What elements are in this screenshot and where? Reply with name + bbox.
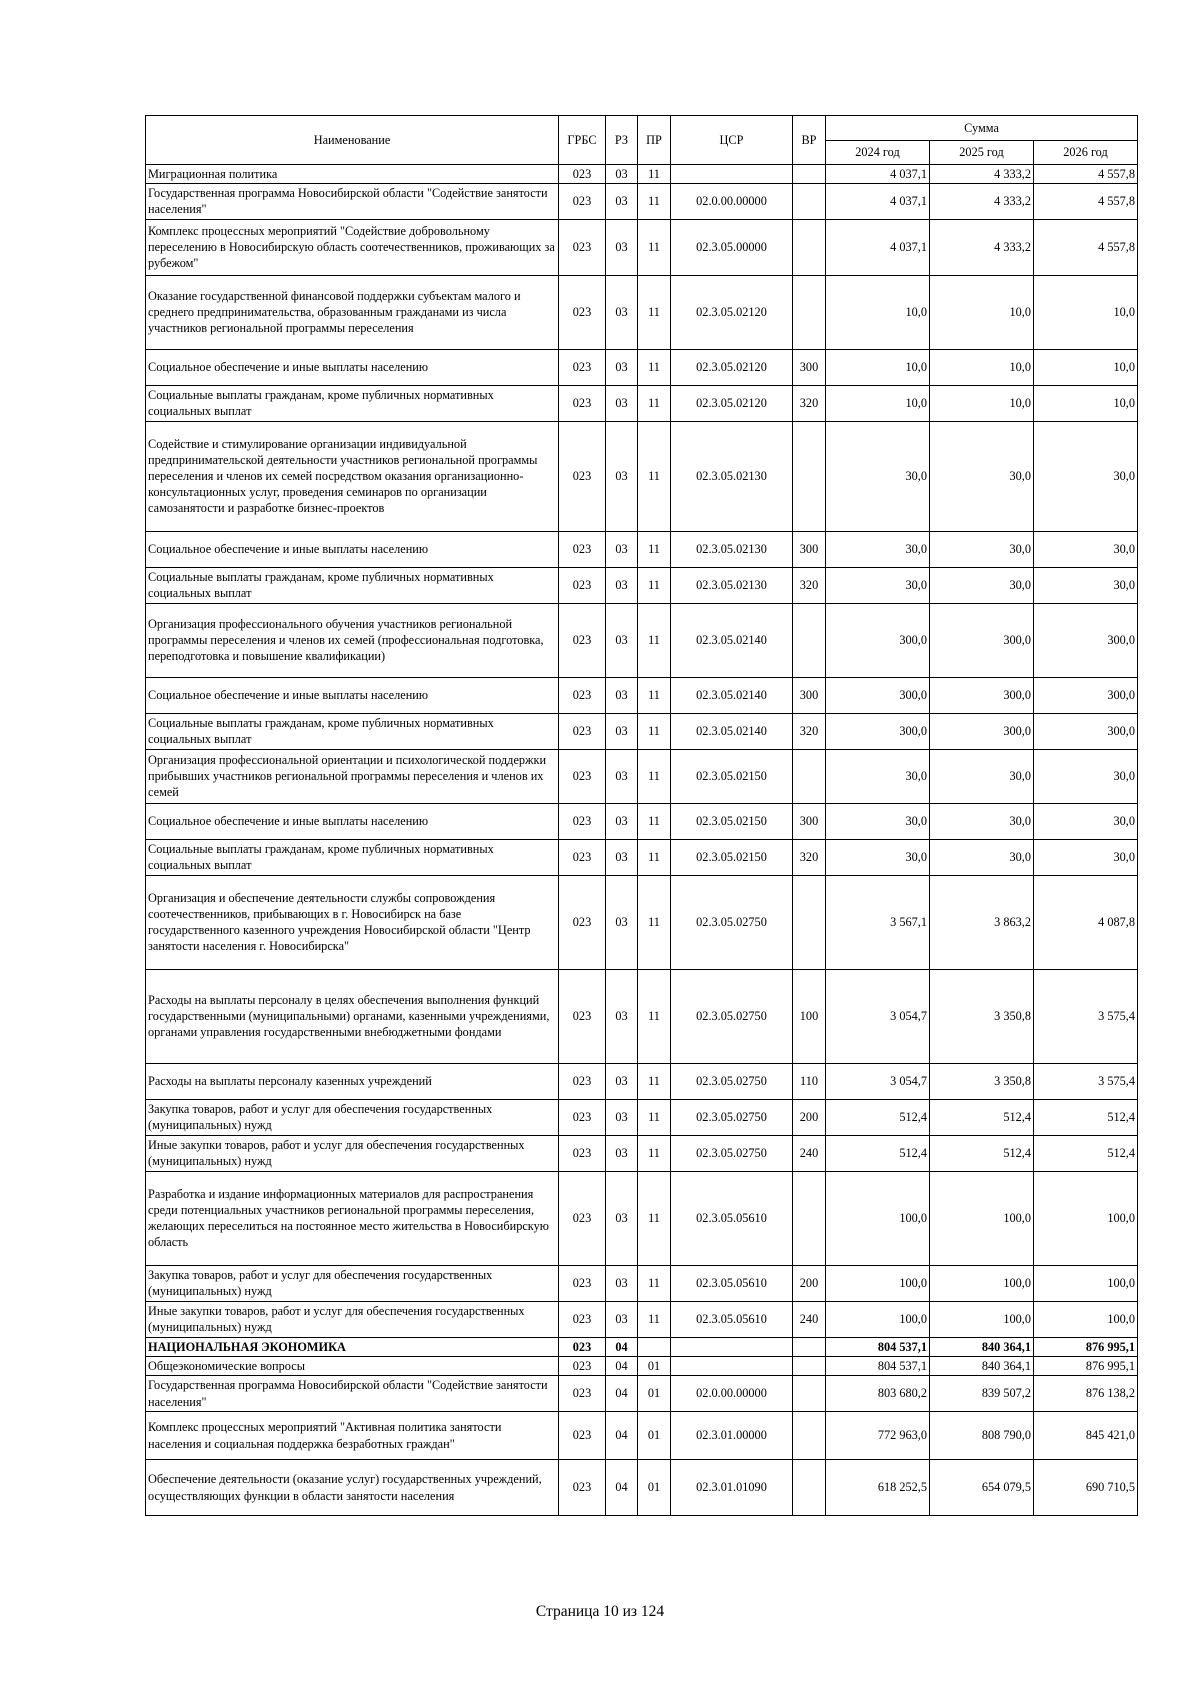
cell-name: Организация профессионального обучения участников региональной программы переселения и членов их семей (профессиональная подготовка, переподготовка и повышение квалификации)	[146, 603, 559, 677]
table-row	[146, 1412, 1138, 1460]
table-row	[146, 349, 1138, 385]
cell-name: Иные закупки товаров, работ и услуг для обеспечения государственных (муниципальных) нужд	[146, 1135, 559, 1171]
cell-grbs: 023	[559, 349, 606, 385]
cell-name: Иные закупки товаров, работ и услуг для обеспечения государственных (муниципальных) нужд	[146, 1301, 559, 1337]
cell-vr: 100	[793, 969, 826, 1063]
cell-vr	[793, 275, 826, 349]
cell-2024: 300,0	[826, 713, 930, 749]
cell-pr: 11	[638, 1265, 671, 1301]
cell-rz: 03	[606, 603, 638, 677]
table-row	[146, 531, 1138, 567]
cell-vr	[793, 875, 826, 969]
cell-csr: 02.3.05.02140	[671, 677, 793, 713]
cell-vr: 110	[793, 1063, 826, 1099]
cell-2026: 512,4	[1034, 1135, 1138, 1171]
cell-grbs: 023	[559, 839, 606, 875]
cell-2025: 4 333,2	[930, 184, 1034, 219]
cell-2026: 100,0	[1034, 1265, 1138, 1301]
cell-csr: 02.3.05.02120	[671, 275, 793, 349]
cell-2025: 100,0	[930, 1301, 1034, 1337]
cell-rz: 04	[606, 1337, 638, 1356]
cell-rz: 03	[606, 531, 638, 567]
cell-2026: 690 710,5	[1034, 1460, 1138, 1516]
cell-name: Социальные выплаты гражданам, кроме публичных нормативных социальных выплат	[146, 839, 559, 875]
cell-grbs: 023	[559, 969, 606, 1063]
cell-name: Социальные выплаты гражданам, кроме публичных нормативных социальных выплат	[146, 713, 559, 749]
cell-2024: 3 054,7	[826, 969, 930, 1063]
cell-vr: 300	[793, 349, 826, 385]
cell-vr	[793, 749, 826, 803]
cell-2025: 300,0	[930, 677, 1034, 713]
cell-2026: 100,0	[1034, 1171, 1138, 1265]
cell-2026: 876 138,2	[1034, 1376, 1138, 1412]
cell-2024: 804 537,1	[826, 1356, 930, 1375]
cell-grbs: 023	[559, 219, 606, 275]
cell-2026: 3 575,4	[1034, 969, 1138, 1063]
cell-2026: 30,0	[1034, 749, 1138, 803]
cell-rz: 03	[606, 165, 638, 184]
cell-2026: 300,0	[1034, 713, 1138, 749]
cell-2026: 845 421,0	[1034, 1412, 1138, 1460]
cell-rz: 03	[606, 1099, 638, 1135]
cell-2024: 10,0	[826, 385, 930, 421]
cell-name: НАЦИОНАЛЬНАЯ ЭКОНОМИКА	[146, 1337, 559, 1356]
cell-vr	[793, 1337, 826, 1356]
cell-2025: 840 364,1	[930, 1337, 1034, 1356]
cell-grbs: 023	[559, 1376, 606, 1412]
table-row	[146, 184, 1138, 219]
cell-2025: 3 350,8	[930, 969, 1034, 1063]
header-grbs: ГРБС	[559, 116, 606, 165]
cell-2025: 512,4	[930, 1135, 1034, 1171]
cell-vr: 240	[793, 1301, 826, 1337]
cell-2025: 30,0	[930, 567, 1034, 603]
cell-2025: 10,0	[930, 349, 1034, 385]
table-row	[146, 1301, 1138, 1337]
cell-2025: 30,0	[930, 749, 1034, 803]
cell-2024: 804 537,1	[826, 1337, 930, 1356]
cell-grbs: 023	[559, 184, 606, 219]
table-row	[146, 969, 1138, 1063]
cell-pr: 01	[638, 1460, 671, 1516]
table-row	[146, 749, 1138, 803]
cell-csr: 02.3.05.02750	[671, 1063, 793, 1099]
cell-2025: 4 333,2	[930, 219, 1034, 275]
table-row	[146, 165, 1138, 184]
cell-2026: 10,0	[1034, 275, 1138, 349]
cell-rz: 03	[606, 1135, 638, 1171]
cell-csr: 02.3.01.00000	[671, 1412, 793, 1460]
cell-grbs: 023	[559, 713, 606, 749]
cell-vr: 320	[793, 713, 826, 749]
table-row	[146, 875, 1138, 969]
cell-2025: 30,0	[930, 531, 1034, 567]
cell-pr: 11	[638, 385, 671, 421]
table-row	[146, 219, 1138, 275]
cell-2024: 618 252,5	[826, 1460, 930, 1516]
cell-pr: 11	[638, 713, 671, 749]
table-row	[146, 803, 1138, 839]
cell-2024: 100,0	[826, 1171, 930, 1265]
cell-2024: 30,0	[826, 531, 930, 567]
cell-pr: 11	[638, 875, 671, 969]
cell-pr: 01	[638, 1356, 671, 1375]
table-row	[146, 603, 1138, 677]
cell-vr: 300	[793, 803, 826, 839]
cell-2025: 30,0	[930, 421, 1034, 531]
cell-rz: 03	[606, 567, 638, 603]
cell-2025: 100,0	[930, 1265, 1034, 1301]
cell-rz: 04	[606, 1356, 638, 1375]
cell-pr: 11	[638, 531, 671, 567]
cell-name: Комплекс процессных мероприятий "Активная политика занятости населения и социальная поддержка безработных граждан"	[146, 1412, 559, 1460]
cell-rz: 03	[606, 219, 638, 275]
cell-2024: 300,0	[826, 603, 930, 677]
cell-grbs: 023	[559, 803, 606, 839]
cell-csr: 02.3.05.02750	[671, 1099, 793, 1135]
cell-pr: 11	[638, 749, 671, 803]
cell-grbs: 023	[559, 1460, 606, 1516]
cell-pr: 01	[638, 1412, 671, 1460]
cell-csr	[671, 1356, 793, 1375]
cell-2026: 30,0	[1034, 803, 1138, 839]
cell-pr: 11	[638, 603, 671, 677]
cell-pr: 11	[638, 1135, 671, 1171]
cell-2024: 100,0	[826, 1301, 930, 1337]
cell-2026: 10,0	[1034, 385, 1138, 421]
cell-2024: 4 037,1	[826, 219, 930, 275]
cell-rz: 04	[606, 1376, 638, 1412]
cell-name: Расходы на выплаты персоналу казенных учреждений	[146, 1063, 559, 1099]
cell-2025: 840 364,1	[930, 1356, 1034, 1375]
cell-vr	[793, 184, 826, 219]
cell-grbs: 023	[559, 1412, 606, 1460]
cell-pr: 11	[638, 421, 671, 531]
header-2025: 2025 год	[930, 141, 1034, 165]
cell-2026: 30,0	[1034, 421, 1138, 531]
cell-vr	[793, 1412, 826, 1460]
cell-2024: 512,4	[826, 1135, 930, 1171]
header-pr: ПР	[638, 116, 671, 165]
cell-name: Разработка и издание информационных материалов для распространения среди потенциальных участников региональной программы переселения, желающих переселиться на постоянное место жительства в Новосибирскую область	[146, 1171, 559, 1265]
table-header	[146, 116, 1138, 165]
cell-2025: 654 079,5	[930, 1460, 1034, 1516]
table-row	[146, 1337, 1138, 1356]
cell-2024: 30,0	[826, 839, 930, 875]
cell-rz: 03	[606, 184, 638, 219]
cell-pr: 11	[638, 677, 671, 713]
cell-csr: 02.3.05.02750	[671, 969, 793, 1063]
cell-2024: 30,0	[826, 749, 930, 803]
cell-rz: 03	[606, 875, 638, 969]
cell-vr	[793, 219, 826, 275]
cell-name: Социальные выплаты гражданам, кроме публичных нормативных социальных выплат	[146, 385, 559, 421]
header-2024: 2024 год	[826, 141, 930, 165]
cell-csr: 02.3.05.05610	[671, 1171, 793, 1265]
cell-2025: 300,0	[930, 603, 1034, 677]
cell-csr: 02.3.05.02150	[671, 839, 793, 875]
cell-rz: 03	[606, 1063, 638, 1099]
budget-table	[145, 115, 1138, 1516]
cell-vr: 200	[793, 1265, 826, 1301]
cell-grbs: 023	[559, 385, 606, 421]
cell-pr: 11	[638, 969, 671, 1063]
cell-rz: 03	[606, 677, 638, 713]
cell-2024: 30,0	[826, 421, 930, 531]
table-row	[146, 1099, 1138, 1135]
cell-pr: 11	[638, 1099, 671, 1135]
cell-name: Социальное обеспечение и иные выплаты населению	[146, 803, 559, 839]
cell-rz: 03	[606, 969, 638, 1063]
cell-2024: 803 680,2	[826, 1376, 930, 1412]
table-row	[146, 1135, 1138, 1171]
cell-vr	[793, 1171, 826, 1265]
cell-2024: 10,0	[826, 275, 930, 349]
cell-csr: 02.3.05.05610	[671, 1301, 793, 1337]
cell-grbs: 023	[559, 1356, 606, 1375]
cell-vr	[793, 1460, 826, 1516]
cell-name: Государственная программа Новосибирской области "Содействие занятости населения"	[146, 1376, 559, 1412]
cell-pr: 11	[638, 567, 671, 603]
cell-2024: 512,4	[826, 1099, 930, 1135]
cell-vr	[793, 421, 826, 531]
page-number: Страница 10 из 124	[535, 1603, 665, 1620]
table-row	[146, 1063, 1138, 1099]
cell-2026: 876 995,1	[1034, 1337, 1138, 1356]
table-row	[146, 1460, 1138, 1516]
cell-2024: 30,0	[826, 567, 930, 603]
cell-rz: 03	[606, 275, 638, 349]
cell-csr: 02.3.05.05610	[671, 1265, 793, 1301]
cell-2025: 10,0	[930, 385, 1034, 421]
cell-csr	[671, 165, 793, 184]
cell-grbs: 023	[559, 1301, 606, 1337]
cell-rz: 03	[606, 385, 638, 421]
header-name: Наименование	[146, 116, 559, 165]
cell-csr: 02.3.05.02750	[671, 875, 793, 969]
cell-2026: 30,0	[1034, 839, 1138, 875]
cell-grbs: 023	[559, 1265, 606, 1301]
cell-name: Социальные выплаты гражданам, кроме публичных нормативных социальных выплат	[146, 567, 559, 603]
cell-2026: 100,0	[1034, 1301, 1138, 1337]
cell-grbs: 023	[559, 603, 606, 677]
cell-2026: 300,0	[1034, 603, 1138, 677]
cell-pr: 11	[638, 839, 671, 875]
cell-2026: 300,0	[1034, 677, 1138, 713]
cell-2026: 4 087,8	[1034, 875, 1138, 969]
cell-2026: 512,4	[1034, 1099, 1138, 1135]
cell-pr: 11	[638, 165, 671, 184]
cell-grbs: 023	[559, 1171, 606, 1265]
table-row	[146, 275, 1138, 349]
cell-name: Закупка товаров, работ и услуг для обеспечения государственных (муниципальных) нужд	[146, 1265, 559, 1301]
cell-name: Социальное обеспечение и иные выплаты населению	[146, 531, 559, 567]
cell-2024: 100,0	[826, 1265, 930, 1301]
cell-pr: 11	[638, 1301, 671, 1337]
cell-2025: 300,0	[930, 713, 1034, 749]
cell-pr: 11	[638, 184, 671, 219]
header-vr: ВР	[793, 116, 826, 165]
cell-csr: 02.0.00.00000	[671, 184, 793, 219]
cell-grbs: 023	[559, 531, 606, 567]
cell-csr: 02.3.05.02150	[671, 749, 793, 803]
cell-2024: 10,0	[826, 349, 930, 385]
cell-2024: 772 963,0	[826, 1412, 930, 1460]
cell-rz: 04	[606, 1412, 638, 1460]
cell-rz: 03	[606, 1265, 638, 1301]
cell-name: Обеспечение деятельности (оказание услуг) государственных учреждений, осуществляющих функции в области занятости населения	[146, 1460, 559, 1516]
cell-2024: 3 054,7	[826, 1063, 930, 1099]
table-row	[146, 385, 1138, 421]
cell-name: Содействие и стимулирование организации индивидуальной предпринимательской деятельности участников региональной программы переселения и членов их семей посредством оказания организационно-консультационных услуг, проведения семинаров по организации самозанятости и разработке бизнес-проектов	[146, 421, 559, 531]
cell-2026: 4 557,8	[1034, 219, 1138, 275]
table-row	[146, 1376, 1138, 1412]
header-2026: 2026 год	[1034, 141, 1138, 165]
cell-csr: 02.3.05.02130	[671, 567, 793, 603]
cell-2024: 4 037,1	[826, 184, 930, 219]
cell-grbs: 023	[559, 165, 606, 184]
cell-csr: 02.3.05.02130	[671, 421, 793, 531]
cell-pr: 11	[638, 803, 671, 839]
cell-rz: 03	[606, 1171, 638, 1265]
cell-csr: 02.0.00.00000	[671, 1376, 793, 1412]
cell-pr: 11	[638, 1063, 671, 1099]
cell-vr	[793, 165, 826, 184]
cell-name: Государственная программа Новосибирской области "Содействие занятости населения"	[146, 184, 559, 219]
cell-2025: 100,0	[930, 1171, 1034, 1265]
cell-csr: 02.3.05.02130	[671, 531, 793, 567]
cell-name: Организация и обеспечение деятельности службы сопровождения соотечественников, прибывающих в г. Новосибирск на базе государственного казенного учреждения Новосибирской области "Центр занятости населения г. Новосибирска"	[146, 875, 559, 969]
cell-rz: 03	[606, 749, 638, 803]
cell-csr: 02.3.05.02140	[671, 603, 793, 677]
cell-csr: 02.3.01.01090	[671, 1460, 793, 1516]
cell-vr: 240	[793, 1135, 826, 1171]
cell-2025: 10,0	[930, 275, 1034, 349]
cell-2024: 4 037,1	[826, 165, 930, 184]
cell-grbs: 023	[559, 567, 606, 603]
cell-pr: 11	[638, 275, 671, 349]
cell-name: Миграционная политика	[146, 165, 559, 184]
table-row	[146, 421, 1138, 531]
cell-name: Комплекс процессных мероприятий "Содействие добровольному переселению в Новосибирскую область соотечественников, проживающих за рубежом"	[146, 219, 559, 275]
cell-vr	[793, 1356, 826, 1375]
cell-grbs: 023	[559, 677, 606, 713]
cell-vr: 300	[793, 531, 826, 567]
cell-name: Общеэкономические вопросы	[146, 1356, 559, 1375]
cell-pr: 11	[638, 349, 671, 385]
cell-2026: 4 557,8	[1034, 165, 1138, 184]
cell-name: Расходы на выплаты персоналу в целях обеспечения выполнения функций государственными (муниципальными) органами, казенными учреждениями, органами управления государственными внебюджетными фондами	[146, 969, 559, 1063]
cell-2025: 4 333,2	[930, 165, 1034, 184]
cell-grbs: 023	[559, 1099, 606, 1135]
cell-grbs: 023	[559, 421, 606, 531]
cell-rz: 03	[606, 839, 638, 875]
cell-pr: 11	[638, 1171, 671, 1265]
cell-2024: 3 567,1	[826, 875, 930, 969]
cell-2026: 4 557,8	[1034, 184, 1138, 219]
cell-2026: 30,0	[1034, 531, 1138, 567]
cell-csr: 02.3.05.02750	[671, 1135, 793, 1171]
cell-csr	[671, 1337, 793, 1356]
cell-2026: 876 995,1	[1034, 1356, 1138, 1375]
cell-grbs: 023	[559, 1135, 606, 1171]
cell-grbs: 023	[559, 749, 606, 803]
cell-vr: 320	[793, 839, 826, 875]
cell-grbs: 023	[559, 875, 606, 969]
table-row	[146, 567, 1138, 603]
cell-2025: 512,4	[930, 1099, 1034, 1135]
cell-rz: 03	[606, 349, 638, 385]
cell-name: Социальное обеспечение и иные выплаты населению	[146, 677, 559, 713]
cell-pr: 01	[638, 1376, 671, 1412]
cell-vr	[793, 603, 826, 677]
cell-vr: 320	[793, 385, 826, 421]
cell-name: Социальное обеспечение и иные выплаты населению	[146, 349, 559, 385]
cell-vr: 200	[793, 1099, 826, 1135]
cell-2024: 30,0	[826, 803, 930, 839]
header-rz: РЗ	[606, 116, 638, 165]
cell-2026: 3 575,4	[1034, 1063, 1138, 1099]
cell-name: Закупка товаров, работ и услуг для обеспечения государственных (муниципальных) нужд	[146, 1099, 559, 1135]
cell-2025: 30,0	[930, 839, 1034, 875]
cell-vr: 300	[793, 677, 826, 713]
header-sum: Сумма	[826, 116, 1138, 141]
cell-csr: 02.3.05.02150	[671, 803, 793, 839]
table-row	[146, 713, 1138, 749]
cell-csr: 02.3.05.02120	[671, 385, 793, 421]
cell-2025: 30,0	[930, 803, 1034, 839]
cell-2025: 3 863,2	[930, 875, 1034, 969]
table-row	[146, 839, 1138, 875]
cell-2025: 839 507,2	[930, 1376, 1034, 1412]
cell-grbs: 023	[559, 1063, 606, 1099]
cell-pr	[638, 1337, 671, 1356]
cell-rz: 03	[606, 421, 638, 531]
cell-2025: 808 790,0	[930, 1412, 1034, 1460]
cell-name: Организация профессиональной ориентации и психологической поддержки прибывших участников региональной программы переселения и членов их семей	[146, 749, 559, 803]
cell-rz: 04	[606, 1460, 638, 1516]
cell-2026: 30,0	[1034, 567, 1138, 603]
table-row	[146, 1356, 1138, 1375]
cell-grbs: 023	[559, 1337, 606, 1356]
cell-grbs: 023	[559, 275, 606, 349]
cell-csr: 02.3.05.02140	[671, 713, 793, 749]
table-row	[146, 1265, 1138, 1301]
cell-name: Оказание государственной финансовой поддержки субъектам малого и среднего предпринимательства, образованным гражданами из числа участников региональной программы переселения	[146, 275, 559, 349]
cell-rz: 03	[606, 1301, 638, 1337]
cell-csr: 02.3.05.02120	[671, 349, 793, 385]
cell-vr: 320	[793, 567, 826, 603]
cell-csr: 02.3.05.00000	[671, 219, 793, 275]
table-row	[146, 677, 1138, 713]
cell-rz: 03	[606, 713, 638, 749]
cell-vr	[793, 1376, 826, 1412]
table-body	[146, 165, 1138, 1516]
cell-2025: 3 350,8	[930, 1063, 1034, 1099]
table-row	[146, 1171, 1138, 1265]
cell-rz: 03	[606, 803, 638, 839]
cell-2024: 300,0	[826, 677, 930, 713]
cell-pr: 11	[638, 219, 671, 275]
cell-2026: 10,0	[1034, 349, 1138, 385]
header-csr: ЦСР	[671, 116, 793, 165]
